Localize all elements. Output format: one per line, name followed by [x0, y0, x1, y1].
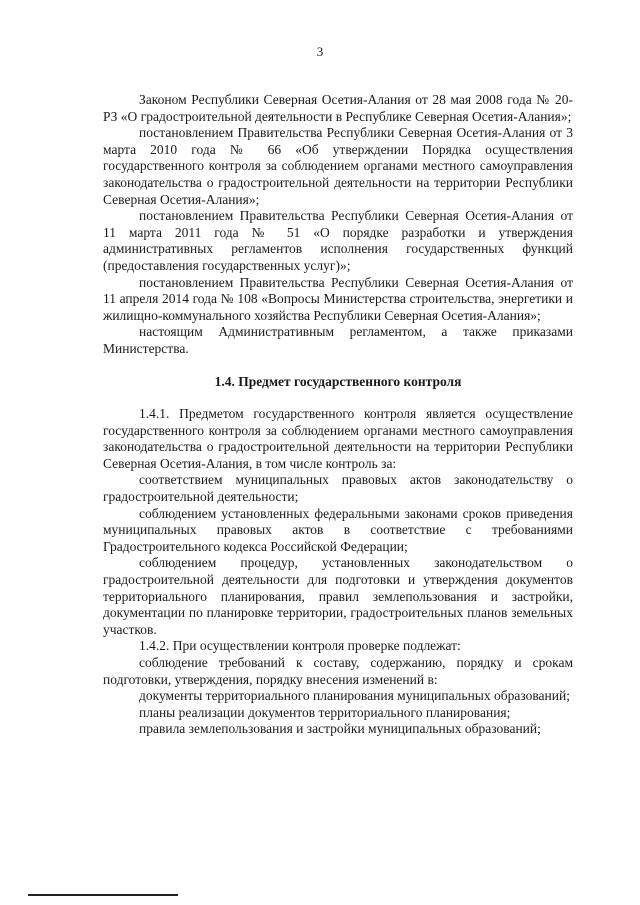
- paragraph: постановлением Правительства Республики Северная Осетия-Алания от 11 апреля 2014 года № 108 «Вопросы Министерства строительства, энергетики и жилищно-коммунального хозяйства Республики Северная Осетия-Алания»;: [103, 274, 573, 323]
- section-heading: 1.4. Предмет государственного контроля: [214, 373, 462, 389]
- paragraph: 1.4.1. Предметом государственного контроля является осуществление государственного контроля за соблюдением органами местного самоуправления законодательства о градостроительной деятельности на территории Республики Северная Осетия-Алания, в том числе контроль за:: [103, 406, 573, 471]
- paragraph: настоящим Административным регламентом, а также приказами Министерства.: [103, 324, 573, 356]
- paragraph: постановлением Правительства Республики Северная Осетия-Алания от 3 марта 2010 года № 66 «Об утверждении Порядка осуществления государственного контроля за соблюдением органами местного самоуправления законодательства о градостроительной деятельности на территории Республики Северная Осетия-Алания»;: [103, 125, 573, 207]
- spacer: [103, 358, 573, 374]
- paragraph: соблюдение требований к составу, содержанию, порядку и срокам подготовки, утверждения, порядку внесения изменений в:: [103, 655, 573, 687]
- paragraph: соблюдением процедур, установленных законодательством о градостроительной деятельности для подготовки и утверждения документов территориального планирования, правил землепользования и застройки, документации по планировке территории, градостроительных планов земельных участков.: [103, 555, 573, 637]
- paragraph: 1.4.2. При осуществлении контроля проверке подлежат:: [139, 638, 461, 654]
- paragraph: правила землепользования и застройки муниципальных образований;: [139, 721, 541, 737]
- paragraph: постановлением Правительства Республики Северная Осетия-Алания от 11 марта 2011 года № 51 «О порядке разработки и утверждения административных регламентов исполнения государственных функций (предоставления государственных услуг)»;: [103, 208, 573, 273]
- paragraph: соблюдением установленных федеральными законами сроков приведения муниципальных правовых актов в соответствие с требованиями Градостроительного кодекса Российской Федерации;: [103, 505, 573, 554]
- paragraph: документы территориального планирования муниципальных образований;: [139, 688, 570, 704]
- spacer: [103, 390, 573, 406]
- paragraph: соответствием муниципальных правовых актов законодательству о градостроительной деятельности;: [103, 472, 573, 505]
- paragraph: Законом Республики Северная Осетия-Алания от 28 мая 2008 года № 20-РЗ «О градостроительной деятельности в Республике Северная Осетия-Алания»;: [103, 92, 573, 124]
- paragraph: планы реализации документов территориального планирования;: [139, 704, 511, 720]
- footnote-divider: [28, 894, 178, 896]
- page-number: 3: [316, 44, 324, 59]
- document-body: [103, 92, 573, 738]
